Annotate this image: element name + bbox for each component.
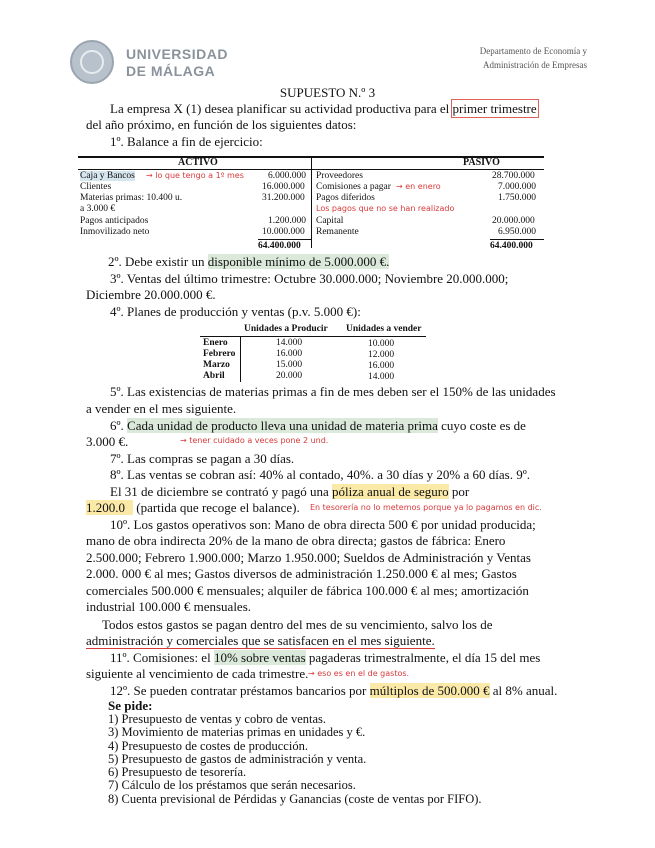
se-pide-list — [108, 713, 482, 806]
item-9-text: El 31 de diciembre se contrató y pagó una — [110, 484, 329, 499]
item-12 — [110, 683, 557, 698]
item-10-line6: industrial 100.000 € mensuales. — [86, 599, 252, 614]
activo-header: ACTIVO — [178, 157, 218, 168]
pasivo-header: PASIVO — [463, 157, 500, 168]
list-item: 6) Presupuesto de tesorería. — [108, 765, 247, 780]
activo-value: 16.000.000 — [262, 182, 305, 192]
pasivo-value: 28.700.000 — [492, 171, 535, 181]
production-month: Febrero — [203, 349, 236, 359]
item-8: 8º. Las ventas se cobran así: 40% al contado, 40%. a 30 días y 20% a 60 días. 9º. — [110, 467, 530, 482]
production-col-sell: Unidades a vender — [346, 324, 422, 334]
item-12-text-2: al 8% anual. — [492, 683, 558, 698]
item-11-line2: siguiente al vencimiento de cada trimestre. — [86, 666, 309, 681]
production-sell: 10.000 — [368, 339, 395, 349]
activo-label: Pagos anticipados — [80, 216, 149, 226]
page-title: SUPUESTO N.º 3 — [279, 85, 376, 100]
item-4: 4º. Planes de producción y ventas (p.v. 5.000 €): — [110, 304, 361, 319]
pasivo-value: 20.000.000 — [492, 216, 535, 226]
activo-value: 1.200.000 — [268, 216, 306, 226]
intro-text: La empresa X (1) desea planificar su actividad productiva para el — [110, 101, 450, 116]
pasivo-label: Remanente — [316, 227, 359, 237]
production-month: Enero — [203, 338, 228, 348]
activo-label: a 3.000 € — [80, 204, 116, 214]
item-6-highlight: Cada unidad de producto lleva una unidad de materia prima — [127, 418, 438, 433]
item-7: 7º. Las compras se pagan a 30 días. — [110, 451, 295, 466]
list-item: 1) Presupuesto de ventas y cobro de ventas. — [108, 712, 326, 726]
item-10-line5: comerciales 500.000 € mensuales; alquiler de fábrica 100.000 € al mes; amortización — [86, 583, 529, 598]
item-9-highlight: póliza anual de seguro — [332, 484, 449, 499]
annotation-item-9: En tesorería no lo metemos porque ya lo pagamos en dic. — [310, 503, 542, 512]
item-10b-line1: Todos estos gastos se pagan dentro del mes de su vencimiento, salvo los de — [102, 617, 493, 632]
item-6-number: 6º. — [110, 418, 124, 433]
list-item: 4) Presupuesto de costes de producción. — [108, 738, 308, 753]
activo-label: Caja y Bancos — [80, 171, 135, 181]
item-10-line4: 2.000. 000 € al mes; Gastos diversos de administración 1.250.000 € al mes; Gastos — [86, 566, 517, 581]
activo-value: 31.200.000 — [262, 193, 305, 203]
item-3-line2: Diciembre 20.000.000 €. — [86, 287, 216, 302]
department-line1: Departamento de Economía y — [479, 46, 587, 56]
se-pide-heading: Se pide: — [108, 698, 153, 713]
production-sell: 16.000 — [368, 361, 395, 371]
item-2 — [108, 254, 389, 269]
total-pasivo: 64.400.000 — [490, 239, 544, 251]
item-6-line2: 3.000 €. — [86, 434, 129, 449]
list-item: 8) Cuenta previsional de Pérdidas y Ganancias (coste de ventas por FIFO). — [108, 791, 482, 806]
pasivo-label: Capital — [316, 216, 344, 226]
item-10b-line2: administración y comerciales que se satisfacen en el mes siguiente. — [86, 633, 435, 648]
pasivo-value: 7.000.000 — [498, 182, 536, 192]
annotation-comisiones: → en enero — [396, 182, 441, 191]
item-6-text: cuyo coste es de — [441, 418, 526, 433]
production-sell: 12.000 — [368, 350, 395, 360]
item-3-line1: 3º. Ventas del último trimestre: Octubre 30.000.000; Noviembre 20.000.000; — [110, 271, 509, 286]
university-logo — [70, 40, 290, 88]
activo-label: Inmovilizado neto — [80, 227, 150, 237]
activo-value: 10.000.000 — [262, 227, 305, 237]
item-10-line3: 2.500.000; Febrero 1.900.000; Marzo 1.950.000; Sueldos de Administración y Ventas — [86, 550, 531, 565]
item-9-text-2: por — [451, 484, 470, 499]
balance-sheet-table — [78, 156, 544, 252]
item-5-line1: 5º. Las existencias de materias primas a fin de mes deben ser el 150% de las unidades — [110, 384, 556, 399]
production-month: Abril — [203, 371, 225, 381]
activo-value: 6.000.000 — [268, 171, 306, 181]
item-9-text-3: (partida que recoge el balance). — [136, 500, 300, 515]
university-name-line1: UNIVERSIDAD — [126, 46, 228, 62]
item-10-line1: 10º. Los gastos operativos son: Mano de obra directa 500 € por unidad producida; — [110, 517, 536, 532]
item-5-line2: a vender en el mes siguiente. — [86, 401, 237, 416]
pasivo-value: 6.950.000 — [498, 227, 536, 237]
item-6-line1 — [110, 418, 526, 433]
item-11-line1 — [110, 650, 540, 665]
item-10-line2: mano de obra indirecta 20% de la mano de obra directa; gastos de fábrica: Enero — [86, 533, 506, 548]
annotation-pagos: Los pagos que no se han realizado — [316, 204, 455, 213]
item-12-text: 12º. Se pueden contratar préstamos bancarios por — [110, 683, 367, 698]
production-sell: 14.000 — [368, 372, 395, 382]
production-produce: 14.000 — [276, 338, 303, 348]
item-11-text: 11º. Comisiones: el — [110, 650, 211, 665]
item-12-highlight: múltiplos de 500.000 € — [369, 683, 490, 698]
pasivo-value: 1.750.000 — [498, 193, 536, 203]
annotation-caja: → lo que tengo a 1º mes — [146, 171, 244, 180]
item-2-highlight: disponible mínimo de 5.000.000 €. — [207, 254, 390, 269]
list-item: 5) Presupuesto de gastos de administración y venta. — [108, 751, 367, 766]
department-name — [480, 44, 587, 72]
university-name-line2: DE MÁLAGA — [126, 63, 216, 79]
university-seal-icon — [70, 40, 114, 84]
item-9-amount: 1.200.0 — [86, 500, 133, 515]
annotation-item-11: → eso es en el de gastos. — [308, 669, 410, 678]
item-11-text-2: pagaderas trimestralmente, el día 15 del mes — [308, 650, 541, 665]
activo-label: Materias primas: 10.400 u. — [80, 193, 183, 203]
item-9-line2 — [86, 500, 300, 515]
item-1: 1º. Balance a fin de ejercicio: — [110, 134, 263, 149]
intro-line1 — [110, 101, 537, 116]
item-9-line1 — [110, 484, 469, 499]
list-item: 7) Cálculo de los préstamos que serán necesarios. — [108, 778, 356, 793]
pasivo-label: Proveedores — [316, 171, 363, 181]
department-line2: Administración de Empresas — [483, 60, 587, 70]
activo-label: Clientes — [80, 182, 112, 192]
production-produce: 20.000 — [276, 371, 303, 381]
item-2-text: 2º. Debe existir un — [108, 254, 205, 269]
annotation-item-6: → tener cuidado a veces pone 2 und. — [180, 436, 329, 445]
production-col-produce: Unidades a Producir — [244, 324, 328, 334]
pasivo-label: Pagos diferidos — [316, 193, 375, 203]
production-produce: 15.000 — [276, 360, 303, 370]
list-item: 3) Movimiento de materias primas en unidades y €. — [108, 725, 366, 740]
production-month: Marzo — [203, 360, 230, 370]
total-activo: 64.400.000 — [258, 239, 311, 251]
pasivo-label: Comisiones a pagar — [316, 182, 391, 192]
intro-line2: del año próximo, en función de los siguientes datos: — [86, 117, 357, 132]
production-produce: 16.000 — [276, 349, 303, 359]
intro-highlight-period: primer trimestre — [452, 101, 537, 116]
item-11-highlight: 10% sobre ventas — [213, 650, 306, 665]
production-table — [200, 324, 426, 384]
